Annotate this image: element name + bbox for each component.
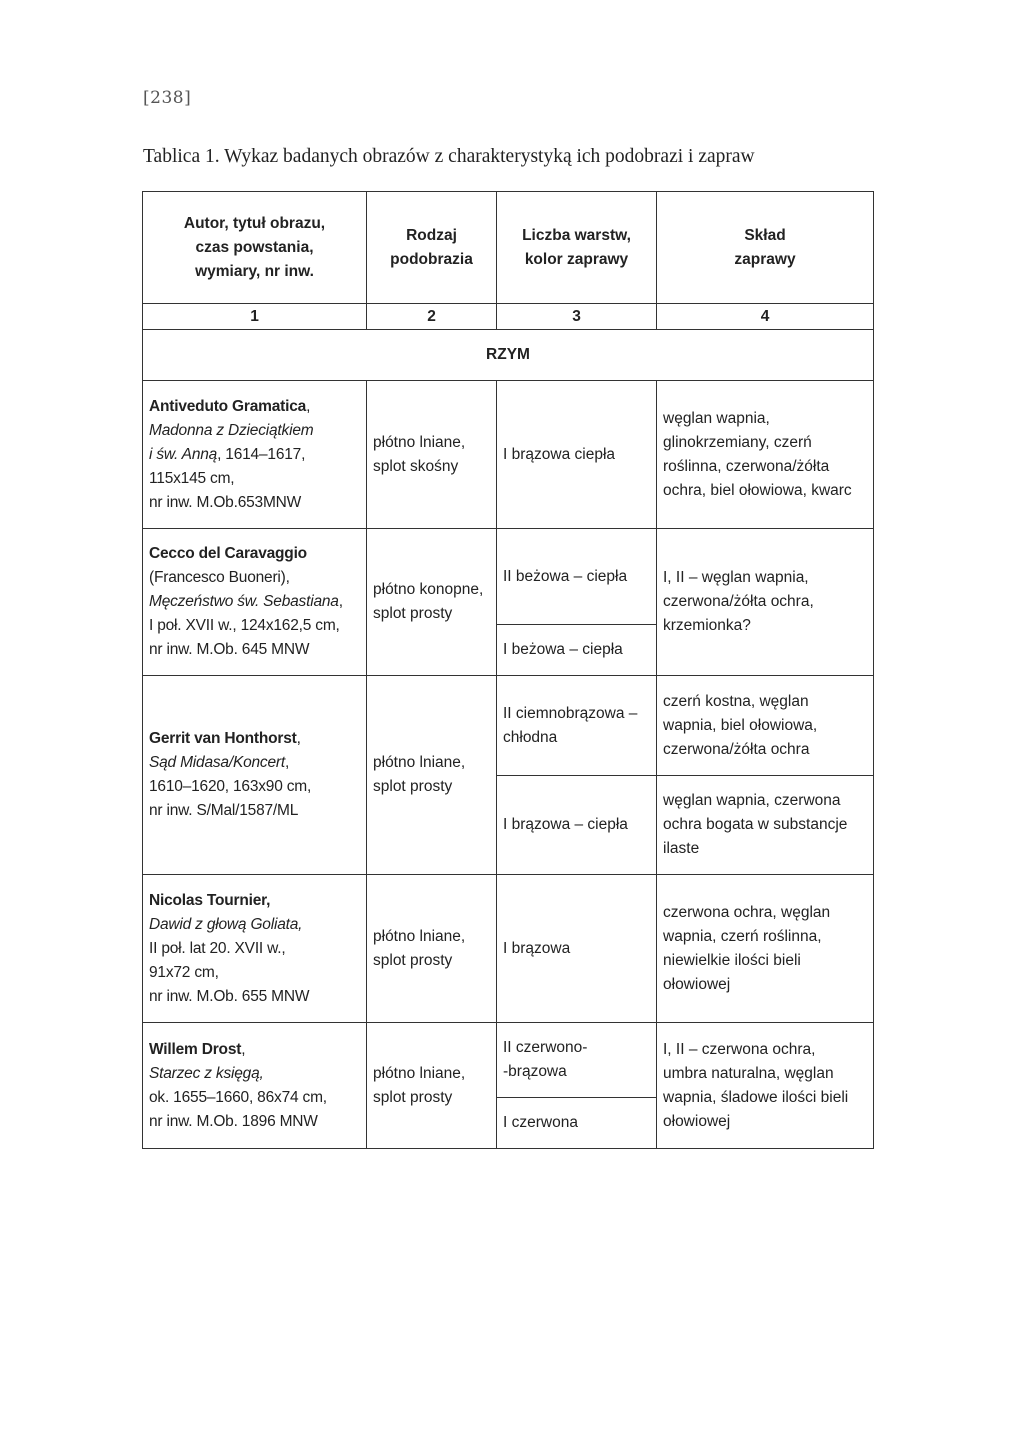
- layers-cell: I czerwona: [497, 1098, 657, 1149]
- table-row: [143, 676, 874, 776]
- author-cell: Willem Drost, Starzec z księgą, ok. 1655–1660, 86x74 cm, nr inw. M.Ob. 1896 MNW: [143, 1023, 367, 1149]
- composition-line: ołowiowej: [663, 1112, 731, 1130]
- author-cell: Gerrit van Honthorst, Sąd Midasa/Koncert, 1610–1620, 163x90 cm, nr inw. S/Mal/1587/ML: [143, 676, 367, 875]
- header-support-line: Rodzaj: [406, 226, 457, 244]
- table-caption: Tablica 1. Wykaz badanych obrazów z charakterystyką ich podobrazi i zapraw: [143, 146, 755, 167]
- section-row: [143, 330, 874, 381]
- header-author: [143, 192, 367, 304]
- support-line: płótno lniane,: [373, 927, 466, 945]
- author-cell: Antiveduto Gramatica, Madonna z Dzieciątkiem i św. Anną, 1614–1617, 115x145 cm, nr inw. M.Ob.653MNW: [143, 381, 367, 529]
- column-number-row: [143, 304, 874, 330]
- support-line: płótno konopne,: [373, 581, 484, 598]
- painting-details: 91x72 cm,: [149, 963, 219, 981]
- header-layers-line: Liczba warstw,: [522, 226, 631, 244]
- painting-details: 115x145 cm,: [149, 469, 235, 487]
- painting-details: nr inw. M.Ob. 655 MNW: [149, 987, 310, 1005]
- header-composition-line: Skład: [744, 226, 786, 244]
- column-number: 4: [657, 304, 874, 330]
- support-cell: [367, 1023, 497, 1149]
- support-line: płótno lniane,: [373, 1064, 466, 1082]
- page-number: [238]: [143, 88, 192, 108]
- composition-cell: [657, 1023, 874, 1149]
- column-number: 2: [367, 304, 497, 330]
- painting-title: Męczeństwo św. Sebastiana: [149, 593, 339, 610]
- composition-line: wapnia, śladowe ilości bieli: [663, 1088, 849, 1106]
- layer-line: -brązowa: [503, 1063, 567, 1080]
- composition-cell: [657, 875, 874, 1023]
- author-subtitle: (Francesco Buoneri),: [149, 569, 290, 586]
- composition-cell: [657, 776, 874, 875]
- composition-line: I, II – węglan wapnia,: [663, 569, 809, 586]
- painting-details: , 1614–1617,: [217, 445, 306, 463]
- painting-details: ok. 1655–1660, 86x74 cm,: [149, 1088, 327, 1106]
- support-cell: [367, 529, 497, 676]
- support-cell: [367, 381, 497, 529]
- painting-details: nr inw. S/Mal/1587/ML: [149, 802, 299, 819]
- header-composition-line: zaprawy: [734, 250, 796, 268]
- support-line: splot prosty: [373, 1088, 453, 1106]
- header-layers: [497, 192, 657, 304]
- painting-title: Madonna z Dzieciątkiem: [149, 421, 314, 439]
- composition-line: czerwona ochra, węglan: [663, 903, 831, 921]
- support-cell: [367, 676, 497, 875]
- header-author-line: Autor, tytuł obrazu,: [183, 214, 326, 232]
- composition-line: czerwona/żółta ochra: [663, 740, 810, 758]
- support-line: splot prosty: [373, 951, 453, 969]
- section-label: RZYM: [143, 330, 874, 381]
- layers-cell: I brązowa: [497, 875, 657, 1023]
- painting-title: i św. Anną: [149, 445, 218, 463]
- layers-cell: [497, 1023, 657, 1098]
- author-cell: [143, 875, 367, 1023]
- composition-cell: [657, 676, 874, 776]
- header-composition: [657, 192, 874, 304]
- layer-line: II ciemnobrązowa –: [503, 705, 638, 722]
- layers-cell: I beżowa – ciepła: [497, 625, 657, 676]
- composition-cell: [657, 381, 874, 529]
- composition-line: krzemionka?: [663, 617, 751, 634]
- composition-line: ochra bogata w substancje: [663, 816, 848, 833]
- composition-line: czerwona/żółta ochra,: [663, 593, 814, 610]
- painting-details: II poł. lat 20. XVII w.,: [149, 939, 286, 957]
- layers-cell: [497, 676, 657, 776]
- support-line: splot skośny: [373, 457, 459, 475]
- layer-line: chłodna: [503, 729, 558, 746]
- painting-details: nr inw. M.Ob.653MNW: [149, 493, 302, 511]
- header-layers-line: kolor zaprawy: [524, 250, 629, 268]
- composition-line: ilaste: [663, 840, 700, 857]
- composition-line: wapnia, biel ołowiowa,: [663, 716, 818, 734]
- painting-title: Sąd Midasa/Koncert: [149, 754, 285, 771]
- column-number: 1: [143, 304, 367, 330]
- table-row: [143, 1023, 874, 1098]
- layers-cell: II beżowa – ciepła: [497, 529, 657, 625]
- table-row: [143, 529, 874, 625]
- table-row: [143, 875, 874, 1023]
- layer-line: II czerwono-: [503, 1039, 588, 1056]
- composition-line: wapnia, czerń roślinna,: [663, 927, 822, 945]
- painting-title: Starzec z księgą,: [149, 1064, 264, 1082]
- composition-line: I, II – czerwona ochra,: [663, 1040, 816, 1058]
- column-number: 3: [497, 304, 657, 330]
- author-name: Antiveduto Gramatica: [149, 397, 307, 415]
- composition-line: ołowiowej: [663, 975, 731, 993]
- composition-line: ochra, biel ołowiowa, kwarc: [663, 481, 852, 499]
- author-name: Cecco del Caravaggio: [149, 545, 307, 562]
- support-line: płótno lniane,: [373, 754, 466, 771]
- header-row: [143, 192, 874, 304]
- author-name: Willem Drost: [149, 1040, 242, 1058]
- painting-details: I poł. XVII w., 124x162,5 cm,: [149, 617, 340, 634]
- painting-details: nr inw. M.Ob. 645 MNW: [149, 641, 310, 658]
- composition-line: węglan wapnia,: [663, 409, 770, 427]
- painting-title: Dawid z głową Goliata,: [149, 915, 303, 933]
- composition-line: węglan wapnia, czerwona: [663, 792, 841, 809]
- composition-line: niewielkie ilości bieli: [663, 951, 801, 969]
- table-row: [143, 381, 874, 529]
- layers-cell: I brązowa – ciepła: [497, 776, 657, 875]
- composition-line: glinokrzemiany, czerń: [663, 433, 812, 451]
- header-support-line: podobrazia: [390, 250, 473, 268]
- composition-line: umbra naturalna, węglan: [663, 1064, 834, 1082]
- painting-details: nr inw. M.Ob. 1896 MNW: [149, 1112, 318, 1130]
- paintings-table: [142, 191, 874, 1149]
- support-line: splot prosty: [373, 778, 453, 795]
- header-support: [367, 192, 497, 304]
- header-author-line: czas powstania,: [195, 238, 314, 256]
- composition-line: roślinna, czerwona/żółta: [663, 457, 830, 475]
- support-line: płótno lniane,: [373, 433, 466, 451]
- author-name: Gerrit van Honthorst: [149, 730, 297, 747]
- header-author-line: wymiary, nr inw.: [195, 262, 314, 280]
- painting-details: 1610–1620, 163x90 cm,: [149, 778, 312, 795]
- support-cell: [367, 875, 497, 1023]
- author-cell: Cecco del Caravaggio (Francesco Buoneri), Męczeństwo św. Sebastiana, I poł. XVII w., 124x162,5 cm, nr inw. M.Ob. 645 MNW: [143, 529, 367, 676]
- composition-cell: [657, 529, 874, 676]
- composition-line: czerń kostna, węglan: [663, 692, 809, 710]
- support-line: splot prosty: [373, 605, 453, 622]
- author-name: Nicolas Tournier,: [149, 891, 271, 909]
- layers-cell: I brązowa ciepła: [497, 381, 657, 529]
